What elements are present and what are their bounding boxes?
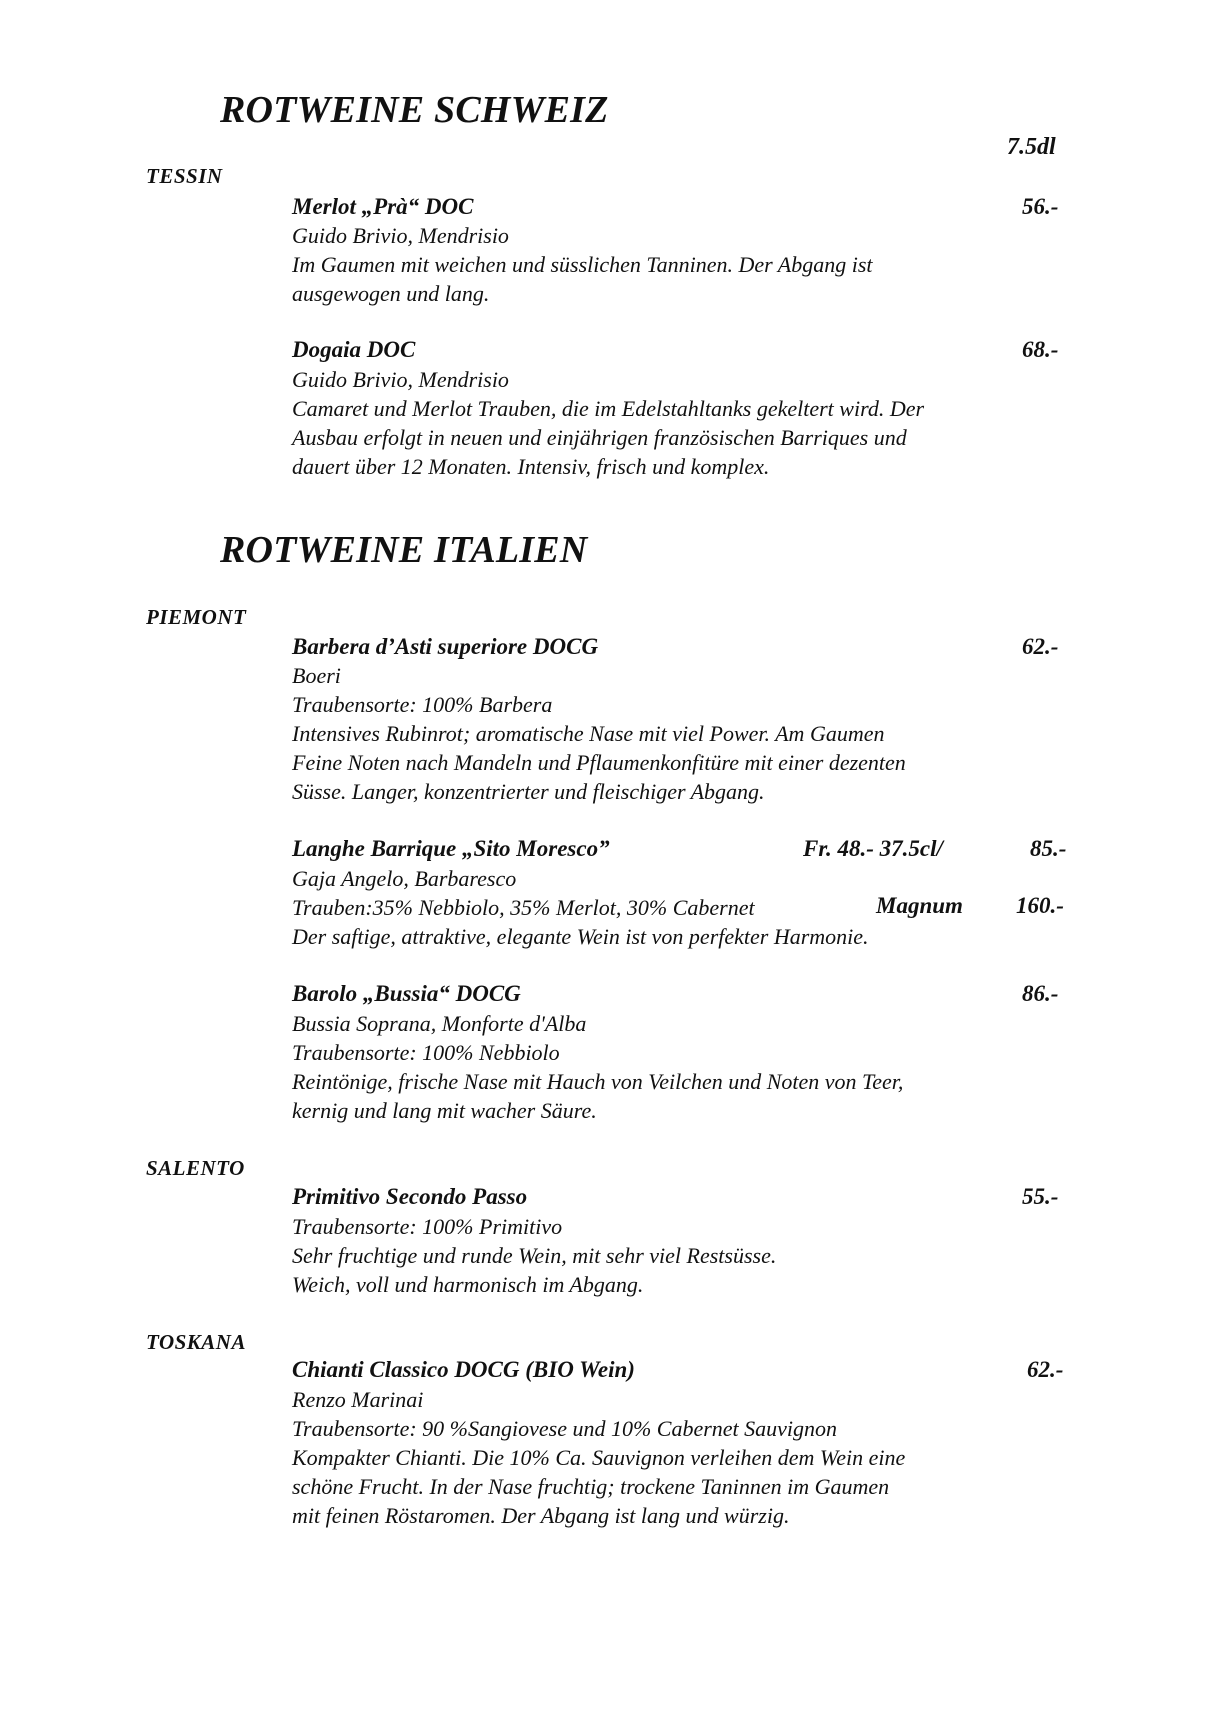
wine-description-line: Süsse. Langer, konzentrierter und fleischiger Abgang.	[292, 779, 765, 804]
wine-name-dogaia: Dogaia DOC	[292, 337, 416, 362]
region-piemont: PIEMONT	[146, 605, 247, 629]
section-title-rotweine-schweiz: ROTWEINE SCHWEIZ	[220, 89, 609, 131]
wine-grape-variety: Traubensorte: 100% Primitivo	[292, 1214, 563, 1239]
wine-producer: Renzo Marinai	[292, 1387, 424, 1412]
wine-price-chianti: 62.-	[1027, 1357, 1064, 1382]
wine-description-line: dauert über 12 Monaten. Intensiv, frisch und komplex.	[292, 454, 770, 479]
wine-price-primitivo: 55.-	[1022, 1184, 1059, 1209]
wine-description-line: Feine Noten nach Mandeln und Pflaumenkonfitüre mit einer dezenten	[292, 750, 906, 775]
wine-description-line: mit feinen Röstaromen. Der Abgang ist lang und würzig.	[292, 1503, 790, 1528]
wine-description-line: Im Gaumen mit weichen und süsslichen Tanninen. Der Abgang ist	[292, 252, 873, 277]
wine-price-barbera: 62.-	[1022, 634, 1059, 659]
region-toskana: TOSKANA	[146, 1330, 246, 1354]
wine-grape-variety: Trauben:35% Nebbiolo, 35% Merlot, 30% Cabernet	[292, 895, 755, 920]
wine-price-merlot-pra: 56.-	[1022, 194, 1059, 219]
wine-grape-variety: Traubensorte: 90 %Sangiovese und 10% Cabernet Sauvignon	[292, 1416, 838, 1441]
wine-producer: Guido Brivio, Mendrisio	[292, 367, 509, 392]
wine-name-barbera: Barbera d’Asti superiore DOCG	[292, 634, 599, 659]
wine-magnum-price: 160.-	[1016, 893, 1064, 918]
wine-grape-variety: Traubensorte: 100% Barbera	[292, 692, 553, 717]
wine-producer: Boeri	[292, 663, 341, 688]
wine-grape-variety: Traubensorte: 100% Nebbiolo	[292, 1040, 560, 1065]
wine-description-line: ausgewogen und lang.	[292, 281, 490, 306]
wine-producer: Gaja Angelo, Barbaresco	[292, 866, 517, 891]
wine-description-line: Ausbau erfolgt in neuen und einjährigen französischen Barriques und	[292, 425, 907, 450]
wine-description-line: Reintönige, frische Nase mit Hauch von Veilchen und Noten von Teer,	[292, 1069, 904, 1094]
wine-description-line: Der saftige, attraktive, elegante Wein ist von perfekter Harmonie.	[292, 924, 869, 949]
wine-name-merlot-pra: Merlot „Prà“ DOC	[292, 194, 474, 219]
wine-producer: Bussia Soprana, Monforte d'Alba	[292, 1011, 587, 1036]
wine-producer: Guido Brivio, Mendrisio	[292, 223, 509, 248]
wine-description-line: Weich, voll und harmonisch im Abgang.	[292, 1272, 644, 1297]
wine-description-line: Intensives Rubinrot; aromatische Nase mit viel Power. Am Gaumen	[292, 721, 885, 746]
wine-half-bottle-label: Fr. 48.- 37.5cl/	[803, 836, 943, 861]
wine-description-line: Kompakter Chianti. Die 10% Ca. Sauvignon verleihen dem Wein eine	[292, 1445, 906, 1470]
wine-description-line: schöne Frucht. In der Nase fruchtig; trockene Taninnen im Gaumen	[292, 1474, 890, 1499]
wine-price-dogaia: 68.-	[1022, 337, 1059, 362]
wine-name-chianti: Chianti Classico DOCG (BIO Wein)	[292, 1357, 635, 1382]
wine-name-primitivo: Primitivo Secondo Passo	[292, 1184, 528, 1209]
wine-price-langhe: 85.-	[1030, 836, 1067, 861]
wine-description-line: kernig und lang mit wacher Säure.	[292, 1098, 597, 1123]
wine-name-barolo: Barolo „Bussia“ DOCG	[292, 981, 521, 1006]
region-salento: SALENTO	[146, 1156, 245, 1180]
wine-description-line: Camaret und Merlot Trauben, die im Edelstahltanks gekeltert wird. Der	[292, 396, 925, 421]
wine-name-langhe: Langhe Barrique „Sito Moresco”	[292, 836, 610, 861]
wine-description-line: Sehr fruchtige und runde Wein, mit sehr viel Restsüsse.	[292, 1243, 777, 1268]
wine-magnum-label: Magnum	[876, 893, 963, 918]
wine-price-barolo: 86.-	[1022, 981, 1059, 1006]
section-title-rotweine-italien: ROTWEINE ITALIEN	[220, 529, 588, 571]
region-tessin: TESSIN	[146, 164, 223, 188]
volume-header: 7.5dl	[1007, 134, 1056, 160]
